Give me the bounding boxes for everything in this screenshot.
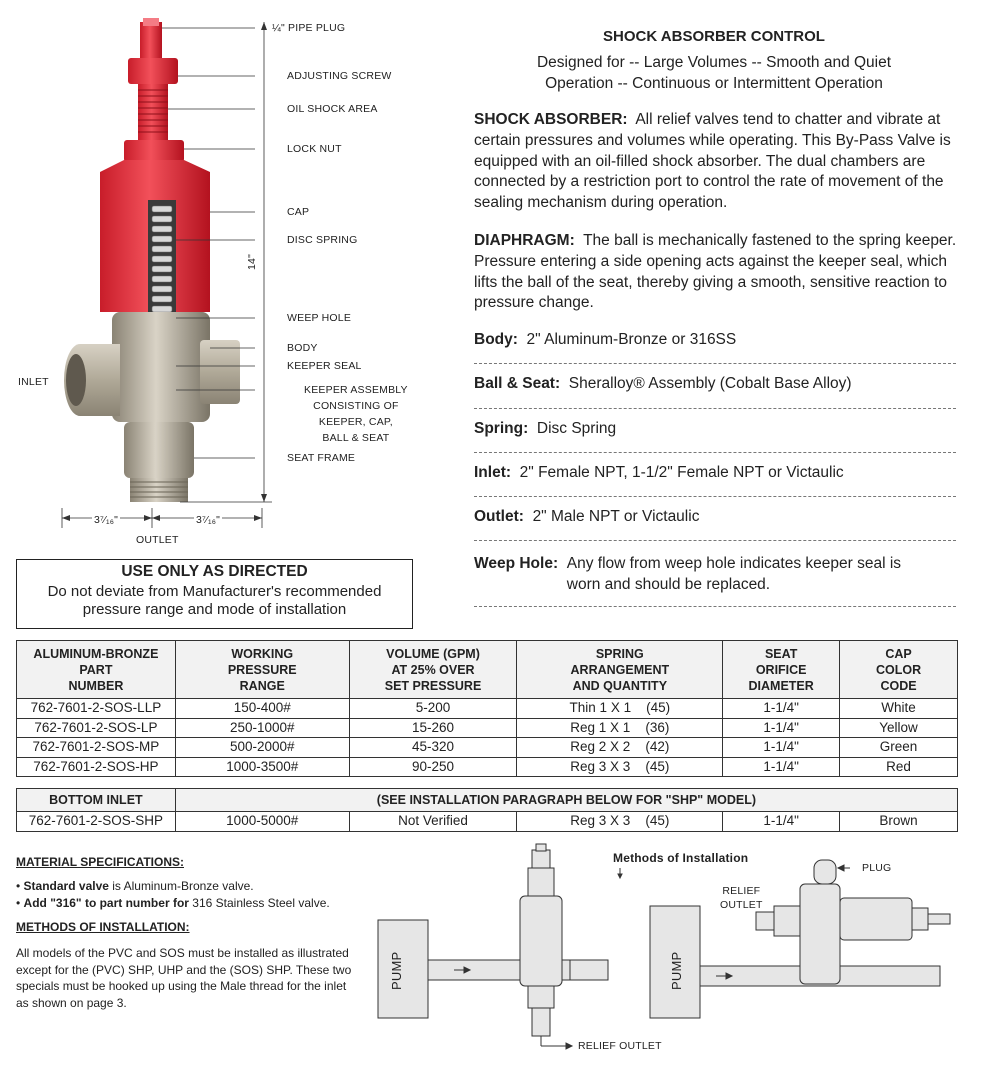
cell-cap: Green bbox=[840, 738, 958, 758]
cell-spring: Reg 2 X 2 (42) bbox=[517, 738, 723, 758]
col-header-cap: CAP COLOR CODE bbox=[840, 641, 958, 699]
cell-volume: Not Verified bbox=[349, 812, 517, 832]
relief-line-1: RELIEF bbox=[722, 885, 761, 897]
keeper-assembly-line-1: KEEPER ASSEMBLY bbox=[304, 384, 408, 396]
spec-outlet-value: 2" Male NPT or Victaulic bbox=[532, 508, 700, 525]
warning-line-2: pressure range and mode of installation bbox=[82, 601, 347, 618]
bottom-inlet-header-row bbox=[17, 789, 958, 812]
cell-orifice: 1-1/4" bbox=[723, 812, 840, 832]
warning-box bbox=[16, 559, 413, 629]
material-item-2: • Add "316" to part number for 316 Stainless Steel valve. bbox=[16, 896, 330, 910]
spec-weep-value-1: Any flow from weep hole indicates keeper seal is bbox=[566, 555, 902, 572]
spec-weep-value-2: worn and should be replaced. bbox=[566, 576, 771, 593]
divider bbox=[474, 606, 956, 607]
spec-body bbox=[474, 331, 960, 349]
valve-illustration bbox=[0, 0, 470, 555]
relief-outlet-label: RELIEF OUTLET bbox=[578, 1040, 662, 1052]
spec-spring-value: Disc Spring bbox=[536, 420, 617, 437]
divider bbox=[474, 452, 956, 453]
label-inlet: INLET bbox=[18, 376, 49, 388]
label-weep-hole: WEEP HOLE bbox=[287, 312, 352, 324]
col-header-pressure: WORKING PRESSURE RANGE bbox=[175, 641, 349, 699]
pump-label-1: PUMP bbox=[389, 951, 404, 990]
table-row bbox=[17, 738, 958, 758]
table-row bbox=[17, 812, 958, 832]
cell-orifice: 1-1/4" bbox=[723, 738, 840, 758]
spec-body-label: Body: bbox=[474, 331, 518, 348]
material-item-1-rest: is Aluminum-Bronze valve. bbox=[108, 879, 254, 893]
divider bbox=[474, 540, 956, 541]
label-dim-right: 3⁷⁄₁₆" bbox=[196, 514, 221, 526]
cell-pressure: 150-400# bbox=[175, 699, 349, 719]
label-keeper-assembly bbox=[304, 382, 408, 446]
diaphragm-paragraph bbox=[474, 231, 964, 314]
cell-cap: Red bbox=[840, 757, 958, 777]
spec-inlet-value: 2" Female NPT, 1-1/2" Female NPT or Victaulic bbox=[519, 464, 844, 481]
material-item-2-rest: 316 Stainless Steel valve. bbox=[188, 896, 330, 910]
warning-title: USE ONLY AS DIRECTED bbox=[121, 563, 308, 580]
bottom-inlet-table bbox=[16, 788, 958, 832]
pump-label-2: PUMP bbox=[669, 951, 684, 990]
cell-pressure: 1000-5000# bbox=[175, 812, 349, 832]
divider bbox=[474, 363, 956, 364]
cell-volume: 90-250 bbox=[349, 757, 517, 777]
valve-1 bbox=[520, 896, 562, 986]
col-header-spring: SPRING ARRANGEMENT AND QUANTITY bbox=[517, 641, 723, 699]
diaphragm-text: The ball is mechanically fastened to the spring keeper. Pressure entering a side opening acts against the keeper seal, which lifts the ball of the seat, thereby giving a smooth, sensitive reaction to pressure change. bbox=[474, 232, 957, 312]
diaphragm-heading: DIAPHRAGM: bbox=[474, 232, 575, 249]
keeper-assembly-line-2: CONSISTING OF bbox=[313, 400, 399, 412]
spec-outlet bbox=[474, 508, 960, 526]
cell-part: 762-7601-2-SOS-MP bbox=[17, 738, 176, 758]
label-adjusting-screw: ADJUSTING SCREW bbox=[287, 70, 392, 82]
label-lock-nut: LOCK NUT bbox=[287, 143, 342, 155]
warning-line-1: Do not deviate from Manufacturer's recommended bbox=[47, 583, 382, 600]
spec-weep-label: Weep Hole: bbox=[474, 555, 559, 572]
cell-pressure: 1000-3500# bbox=[175, 757, 349, 777]
cell-orifice: 1-1/4" bbox=[723, 757, 840, 777]
spec-ball-seat bbox=[474, 375, 960, 393]
label-outlet: OUTLET bbox=[136, 534, 179, 546]
spec-inlet bbox=[474, 464, 960, 482]
bottom-inlet-note: (SEE INSTALLATION PARAGRAPH BELOW FOR "SHP" MODEL) bbox=[175, 789, 957, 812]
cell-spring: Reg 1 X 1 (36) bbox=[517, 718, 723, 738]
valve-2 bbox=[800, 884, 840, 984]
cell-volume: 45-320 bbox=[349, 738, 517, 758]
tagline-1: Designed for -- Large Volumes -- Smooth and Quiet bbox=[536, 54, 892, 71]
cell-spring: Thin 1 X 1 (45) bbox=[517, 699, 723, 719]
keeper-assembly-line-3: KEEPER, CAP, bbox=[318, 416, 393, 428]
spec-inlet-label: Inlet: bbox=[474, 464, 512, 481]
relief-outlet-label-2 bbox=[720, 884, 763, 912]
models-table bbox=[16, 640, 958, 777]
lock-nut bbox=[124, 140, 184, 162]
spec-spring-label: Spring: bbox=[474, 420, 529, 437]
cell-cap: White bbox=[840, 699, 958, 719]
spec-body-value: 2" Aluminum-Bronze or 316SS bbox=[526, 331, 737, 348]
table-row bbox=[17, 757, 958, 777]
label-body: BODY bbox=[287, 342, 318, 354]
material-item-2-bold: Add "316" to part number for bbox=[23, 896, 189, 910]
cell-part: 762-7601-2-SOS-LP bbox=[17, 718, 176, 738]
shock-absorber-heading: SHOCK ABSORBER: bbox=[474, 111, 628, 128]
divider bbox=[474, 408, 956, 409]
cell-orifice: 1-1/4" bbox=[723, 699, 840, 719]
cell-volume: 5-200 bbox=[349, 699, 517, 719]
spec-ball-value: Sheralloy® Assembly (Cobalt Base Alloy) bbox=[568, 375, 852, 392]
cell-pressure: 500-2000# bbox=[175, 738, 349, 758]
plug-label: PLUG bbox=[862, 862, 892, 874]
label-dim-left: 3⁷⁄₁₆" bbox=[94, 514, 119, 526]
col-header-volume: VOLUME (GPM) AT 25% OVER SET PRESSURE bbox=[349, 641, 517, 699]
label-keeper-seal: KEEPER SEAL bbox=[287, 360, 362, 372]
page-title: SHOCK ABSORBER CONTROL bbox=[603, 28, 825, 45]
cell-spring: Reg 3 X 3 (45) bbox=[517, 757, 723, 777]
label-height: 14" bbox=[246, 253, 258, 270]
table-row bbox=[17, 718, 958, 738]
cell-part: 762-7601-2-SOS-LLP bbox=[17, 699, 176, 719]
cell-pressure: 250-1000# bbox=[175, 718, 349, 738]
label-oil-shock-area: OIL SHOCK AREA bbox=[287, 103, 378, 115]
shock-absorber-paragraph bbox=[474, 110, 964, 214]
col-header-part: ALUMINUM-BRONZE PART NUMBER bbox=[17, 641, 176, 699]
cell-cap: Brown bbox=[840, 812, 958, 832]
cell-cap: Yellow bbox=[840, 718, 958, 738]
cell-volume: 15-260 bbox=[349, 718, 517, 738]
keeper-assembly-line-4: BALL & SEAT bbox=[322, 432, 390, 444]
spec-ball-label: Ball & Seat: bbox=[474, 375, 561, 392]
cell-orifice: 1-1/4" bbox=[723, 718, 840, 738]
bottom-inlet-header: BOTTOM INLET bbox=[17, 789, 176, 812]
cell-part: 762-7601-2-SOS-HP bbox=[17, 757, 176, 777]
installation-heading: METHODS OF INSTALLATION: bbox=[16, 920, 190, 934]
table-header-row bbox=[17, 641, 958, 699]
valve-body bbox=[112, 312, 210, 422]
label-cap: CAP bbox=[287, 206, 310, 218]
label-seat-frame: SEAT FRAME bbox=[287, 452, 356, 464]
relief-line-2: OUTLET bbox=[720, 899, 763, 911]
installation-diagram-title: Methods of Installation bbox=[613, 851, 749, 865]
divider bbox=[474, 496, 956, 497]
seat-frame bbox=[124, 422, 194, 478]
spec-weep-hole bbox=[474, 553, 960, 595]
material-item-1-bold: Standard valve bbox=[23, 879, 109, 893]
shock-absorber-text: All relief valves tend to chatter and vibrate at certain pressures and volumes while operating. This By-Pass Valve is equipped with an oil-filled shock absorber. The dual chambers are connected by a restriction port to control the rate of movement of the sealing mechanism during operation. bbox=[474, 111, 951, 212]
material-heading: MATERIAL SPECIFICATIONS: bbox=[16, 855, 184, 869]
cell-part: 762-7601-2-SOS-SHP bbox=[17, 812, 176, 832]
cell-spring: Reg 3 X 3 (45) bbox=[517, 812, 723, 832]
label-pipe-plug: ¼" PIPE PLUG bbox=[272, 22, 346, 34]
col-header-orifice: SEAT ORIFICE DIAMETER bbox=[723, 641, 840, 699]
tagline-2: Operation -- Continuous or Intermittent Operation bbox=[545, 75, 883, 92]
pipe-plug bbox=[140, 22, 162, 58]
installation-text: All models of the PVC and SOS must be installed as illustrated except for the (PVC) SHP, UHP and the (SOS) SHP. These two specials must be hooked up using the Male thread for the inlet as shown on page 3. bbox=[16, 946, 352, 1010]
adjusting-screw bbox=[128, 58, 178, 84]
table-row bbox=[17, 699, 958, 719]
label-disc-spring: DISC SPRING bbox=[287, 234, 358, 246]
spec-outlet-label: Outlet: bbox=[474, 508, 524, 525]
spec-spring bbox=[474, 420, 960, 438]
material-item-1: • Standard valve is Aluminum-Bronze valve. bbox=[16, 879, 254, 893]
